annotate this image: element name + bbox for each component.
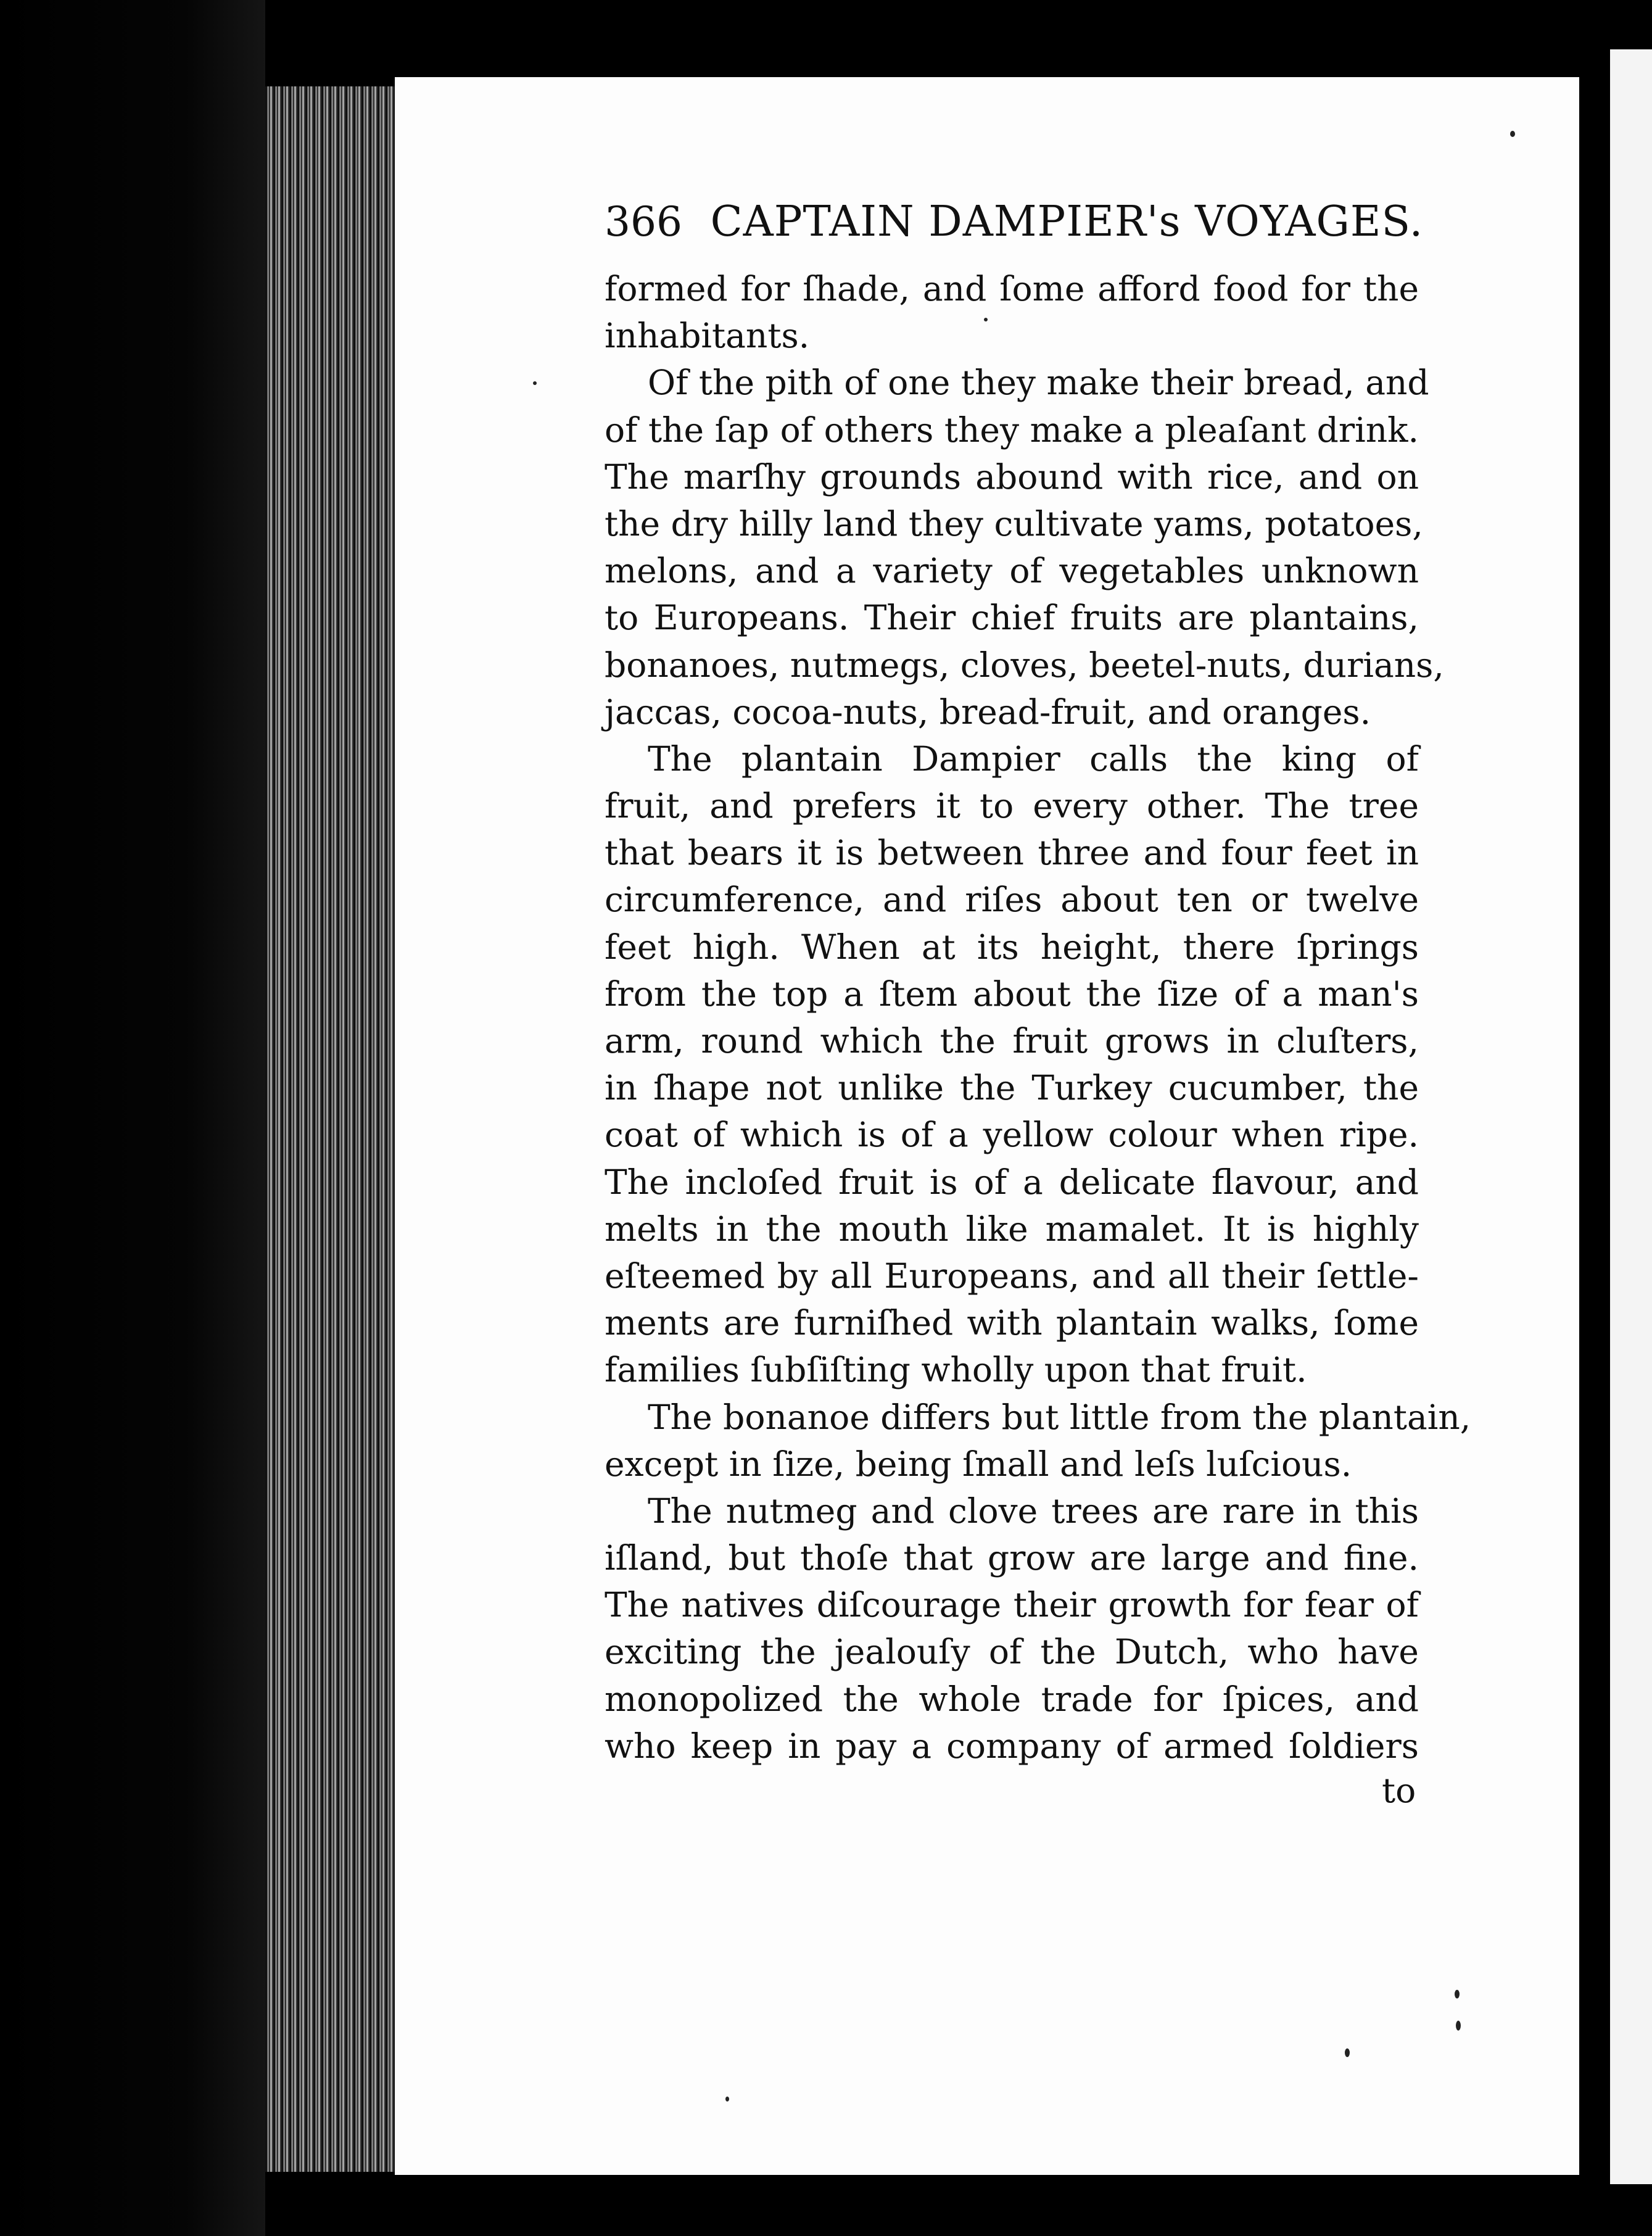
text-line: melts in the mouth like mamalet. It is highly [605,1209,1419,1249]
gutter-gap [1579,0,1610,2236]
text-line: from the top a ſtem about the ſize of a man's [605,974,1419,1014]
text-line: eſteemed by all Europeans, and all their ſettle- [605,1256,1419,1296]
scan-speck [1455,1990,1460,1998]
facing-page-edge [1610,49,1652,2184]
catchword: to [1382,1771,1416,1810]
text-line: The marſhy grounds abound with rice, and on [605,457,1419,497]
running-title: CAPTAIN DAMPIER's VOYAGES. [710,197,1424,246]
text-line: of the ſap of others they make a pleaſant drink. [605,410,1419,450]
text-line: that bears it is between three and four feet in [605,833,1419,873]
text-line: formed for ſhade, and ſome afford food for the [605,269,1419,308]
text-line: The incloſed fruit is of a delicate flavour, and [605,1162,1419,1202]
scan-speck [533,381,537,385]
text-line: inhabitants. [605,316,810,356]
scan-speck [1510,131,1515,137]
text-line: the dry hilly land they cultivate yams, potatoes, [605,503,1423,544]
text-line: families ſubſiſting wholly upon that fruit. [605,1350,1307,1390]
text-line: monopolized the whole trade for ſpices, and [605,1679,1419,1719]
text-line: iſland, but thoſe that grow are large and fine. [605,1538,1419,1578]
text-line: The nutmeg and clove trees are rare in this [648,1491,1419,1531]
body-text [605,265,1471,1770]
text-line: to Europeans. Their chief fruits are plantains, [605,598,1419,638]
text-line: circumference, and riſes about ten or twelve [605,880,1419,920]
text-line: coat of which is of a yellow colour when ripe. [605,1115,1419,1155]
text-line: bonanoes, nutmegs, cloves, beetel-nuts, durians, [605,645,1444,685]
text-line: fruit, and prefers it to every other. The tree [605,786,1419,826]
text-line: in ſhape not unlike the Turkey cucumber, the [605,1068,1419,1108]
scan-speck [725,2097,729,2101]
scan-speck [1345,2048,1350,2057]
text-line: feet high. When at its height, there ſprings [605,927,1419,967]
scan-speck [1456,2021,1461,2031]
text-line: The plantain Dampier calls the king of [648,739,1419,779]
text-line: except in ſize, being ſmall and leſs luſcious. [605,1444,1352,1484]
text-line: exciting the jealouſy of the Dutch, who have [605,1632,1419,1672]
book-shadow [0,0,265,2236]
page-number: 366 [605,198,682,246]
text-line: jaccas, cocoa-nuts, bread-fruit, and oranges. [605,692,1371,732]
text-line: Of the pith of one they make their bread, and [648,363,1429,403]
page-fore-edge [265,86,395,2172]
text-line: melons, and a variety of vegetables unknown [605,551,1419,591]
text-line: The bonanoe differs but little from the plantain, [648,1397,1471,1437]
text-line: The natives diſcourage their growth for fear of [605,1585,1419,1625]
text-line: arm, round which the fruit grows in cluſters, [605,1021,1419,1061]
text-line: who keep in pay a company of armed ſoldiers [605,1726,1419,1766]
text-line: ments are furniſhed with plantain walks, ſome [605,1303,1419,1343]
page-header [605,197,1424,271]
scan-speck [984,318,988,321]
